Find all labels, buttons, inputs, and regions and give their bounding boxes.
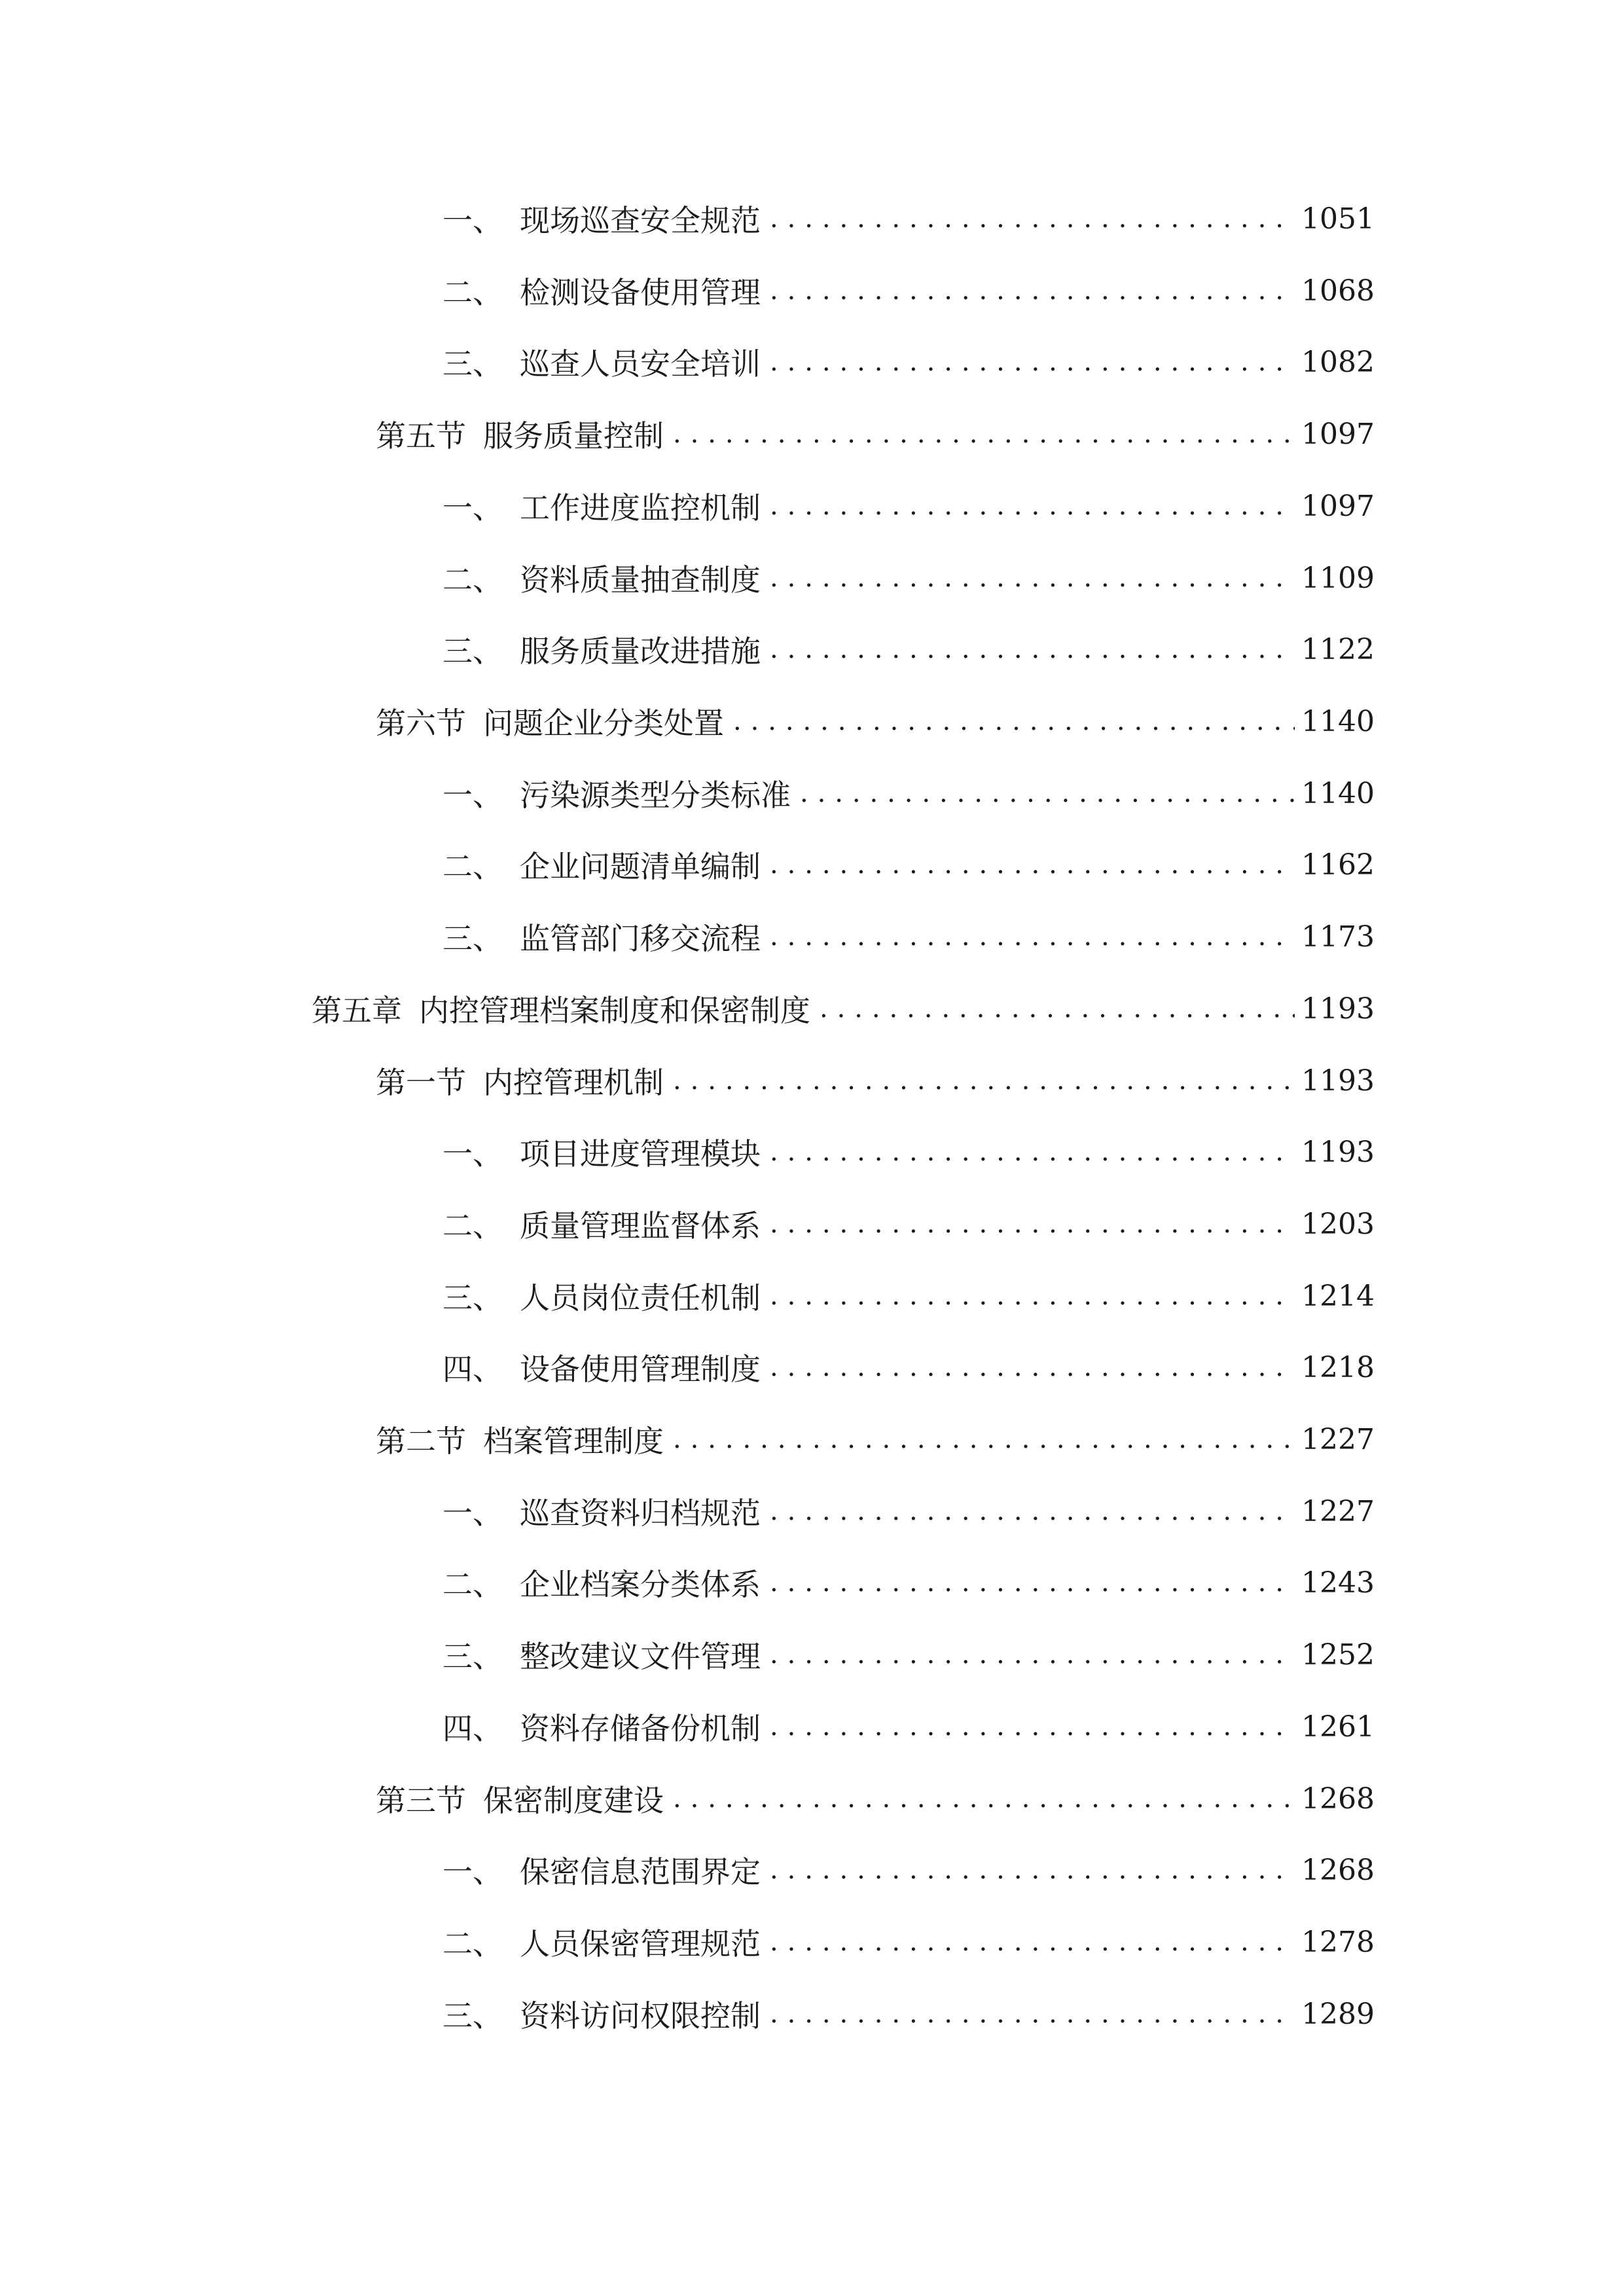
toc-entry[interactable] <box>442 1916 1375 1968</box>
toc-entry[interactable] <box>442 1198 1375 1250</box>
toc-entry-page: 1140 <box>1301 776 1375 810</box>
toc-leader-dots <box>770 1198 1295 1250</box>
toc-entry-title: 检测设备使用管理 <box>520 275 761 310</box>
toc-entry[interactable] <box>442 1270 1375 1322</box>
toc-leader-dots <box>770 336 1295 388</box>
toc-leader-dots <box>800 767 1295 819</box>
toc-entry-page: 1278 <box>1301 1925 1375 1959</box>
toc-entry-title: 现场巡查安全规范 <box>520 203 761 238</box>
toc-entry[interactable] <box>442 910 1375 963</box>
toc-entry-page: 1193 <box>1301 1135 1375 1169</box>
toc-entry-page: 1243 <box>1301 1566 1375 1600</box>
toc-entry[interactable] <box>442 1700 1375 1753</box>
toc-entry[interactable] <box>442 552 1375 604</box>
toc-entry-number: 二、 <box>442 275 503 310</box>
toc-entry[interactable] <box>442 1485 1375 1537</box>
toc-leader-dots <box>770 1126 1295 1178</box>
toc-entry[interactable] <box>442 1341 1375 1393</box>
toc-entry[interactable] <box>442 1556 1375 1609</box>
toc-leader-dots <box>770 838 1295 891</box>
toc-entry-page: 1203 <box>1301 1207 1375 1241</box>
toc-entry-title: 污染源类型分类标准 <box>520 778 791 813</box>
toc-leader-dots <box>770 264 1295 317</box>
toc-entry-page: 1051 <box>1301 202 1375 236</box>
toc-entry-title: 问题企业分类处置 <box>483 706 724 741</box>
toc-entry[interactable] <box>376 695 1375 747</box>
toc-entry[interactable] <box>442 336 1375 388</box>
toc-entry-page: 1227 <box>1301 1494 1375 1528</box>
toc-entry-title: 保密制度建设 <box>483 1783 664 1818</box>
toc-leader-dots <box>770 552 1295 604</box>
toc-entry[interactable] <box>442 1628 1375 1681</box>
toc-entry-page: 1140 <box>1301 704 1375 738</box>
toc-entry-number: 三、 <box>442 921 503 956</box>
toc-entry-number: 三、 <box>442 1280 503 1316</box>
toc-entry-page: 1097 <box>1301 489 1375 523</box>
toc-entry-number: 三、 <box>442 346 503 382</box>
toc-entry-title: 资料存储备份机制 <box>520 1711 761 1746</box>
toc-entry-title: 质量管理监督体系 <box>520 1208 761 1244</box>
toc-entry-number: 第五章 <box>312 993 402 1028</box>
toc-entry[interactable] <box>442 1988 1375 2040</box>
toc-entry-title: 资料质量抽查制度 <box>520 562 761 598</box>
toc-entry-title: 设备使用管理制度 <box>520 1352 761 1387</box>
toc-entry-title: 巡查资料归档规范 <box>520 1496 761 1531</box>
toc-entry-number: 二、 <box>442 1567 503 1602</box>
toc-leader-dots <box>770 623 1295 675</box>
toc-entry-title: 内控管理档案制度和保密制度 <box>419 993 810 1028</box>
toc-entry-number: 第一节 <box>376 1065 466 1100</box>
toc-leader-dots <box>770 1556 1295 1609</box>
toc-entry-number: 二、 <box>442 1926 503 1962</box>
toc-entry-page: 1268 <box>1301 1853 1375 1887</box>
toc-entry-title: 保密信息范围界定 <box>520 1854 761 1890</box>
toc-entry-title: 内控管理机制 <box>483 1065 664 1100</box>
toc-entry-number: 三、 <box>442 1998 503 2034</box>
toc-entry[interactable] <box>442 264 1375 317</box>
toc-leader-dots <box>673 408 1295 460</box>
toc-entry[interactable] <box>376 1054 1375 1107</box>
toc-leader-dots <box>770 1844 1295 1896</box>
toc-entry-number: 一、 <box>442 1136 503 1172</box>
toc-entry-page: 1162 <box>1301 848 1375 882</box>
toc-entry[interactable] <box>442 480 1375 532</box>
toc-entry-number: 第三节 <box>376 1783 466 1818</box>
toc-entry-page: 1082 <box>1301 345 1375 379</box>
toc-entry-page: 1097 <box>1301 417 1375 451</box>
toc-entry-page: 1193 <box>1301 1064 1375 1098</box>
toc-entry-title: 巡查人员安全培训 <box>520 346 761 382</box>
toc-leader-dots <box>770 1916 1295 1968</box>
toc-entry[interactable] <box>442 838 1375 891</box>
toc-entry-title: 人员保密管理规范 <box>520 1926 761 1962</box>
toc-leader-dots <box>770 1341 1295 1393</box>
toc-entry-title: 服务质量控制 <box>483 418 664 454</box>
toc-entry-number: 四、 <box>442 1711 503 1746</box>
toc-entry[interactable] <box>442 192 1375 245</box>
toc-leader-dots <box>673 1054 1295 1107</box>
toc-entry-title: 监管部门移交流程 <box>520 921 761 956</box>
toc-entry-number: 一、 <box>442 1854 503 1890</box>
toc-entry-number: 一、 <box>442 203 503 238</box>
toc-leader-dots <box>770 1270 1295 1322</box>
toc-entry-page: 1193 <box>1301 992 1375 1026</box>
toc-entry-page: 1268 <box>1301 1782 1375 1816</box>
toc-entry-title: 整改建议文件管理 <box>520 1639 761 1674</box>
toc-entry[interactable] <box>376 1772 1375 1825</box>
toc-entry-page: 1218 <box>1301 1350 1375 1384</box>
toc-entry-number: 一、 <box>442 490 503 526</box>
toc-entry-page: 1227 <box>1301 1422 1375 1456</box>
toc-entry-number: 三、 <box>442 634 503 669</box>
toc-entry-title: 企业档案分类体系 <box>520 1567 761 1602</box>
toc-entry-title: 资料访问权限控制 <box>520 1998 761 2034</box>
toc-entry-number: 二、 <box>442 849 503 884</box>
toc-leader-dots <box>770 910 1295 963</box>
toc-entry[interactable] <box>442 1844 1375 1896</box>
toc-entry-page: 1261 <box>1301 1710 1375 1744</box>
toc-leader-dots <box>770 1628 1295 1681</box>
toc-entry-number: 四、 <box>442 1352 503 1387</box>
toc-entry-title: 人员岗位责任机制 <box>520 1280 761 1316</box>
toc-entry-title: 服务质量改进措施 <box>520 634 761 669</box>
toc-leader-dots <box>770 192 1295 245</box>
toc-entry-title: 项目进度管理模块 <box>520 1136 761 1172</box>
toc-entry-number: 第二节 <box>376 1424 466 1459</box>
toc-entry-title: 企业问题清单编制 <box>520 849 761 884</box>
toc-entry-page: 1214 <box>1301 1279 1375 1313</box>
toc-entry-number: 一、 <box>442 778 503 813</box>
toc-entry-number: 三、 <box>442 1639 503 1674</box>
toc-leader-dots <box>733 695 1295 747</box>
toc-entry[interactable] <box>376 408 1375 460</box>
toc-entry-number: 二、 <box>442 1208 503 1244</box>
toc-leader-dots <box>820 982 1295 1035</box>
toc-leader-dots <box>770 1485 1295 1537</box>
toc-entry-number: 二、 <box>442 562 503 598</box>
toc-entry-page: 1252 <box>1301 1638 1375 1672</box>
toc-entry[interactable] <box>442 767 1375 819</box>
toc-leader-dots <box>673 1413 1295 1465</box>
toc-entry-page: 1068 <box>1301 274 1375 308</box>
toc-entry[interactable] <box>442 1126 1375 1178</box>
toc-entry-number: 一、 <box>442 1496 503 1531</box>
toc-entry-title: 工作进度监控机制 <box>520 490 761 526</box>
toc-entry-page: 1109 <box>1301 561 1375 595</box>
toc-entry-title: 档案管理制度 <box>483 1424 664 1459</box>
toc-leader-dots <box>673 1772 1295 1825</box>
toc-entry-page: 1289 <box>1301 1997 1375 2031</box>
toc-entry-page: 1122 <box>1301 632 1375 666</box>
toc-leader-dots <box>770 480 1295 532</box>
toc-leader-dots <box>770 1700 1295 1753</box>
toc-entry-number: 第五节 <box>376 418 466 454</box>
toc-entry[interactable] <box>312 982 1375 1035</box>
toc-entry[interactable] <box>442 623 1375 675</box>
toc-entry[interactable] <box>376 1413 1375 1465</box>
toc-entry-page: 1173 <box>1301 920 1375 954</box>
toc-leader-dots <box>770 1988 1295 2040</box>
toc-entry-number: 第六节 <box>376 706 466 741</box>
